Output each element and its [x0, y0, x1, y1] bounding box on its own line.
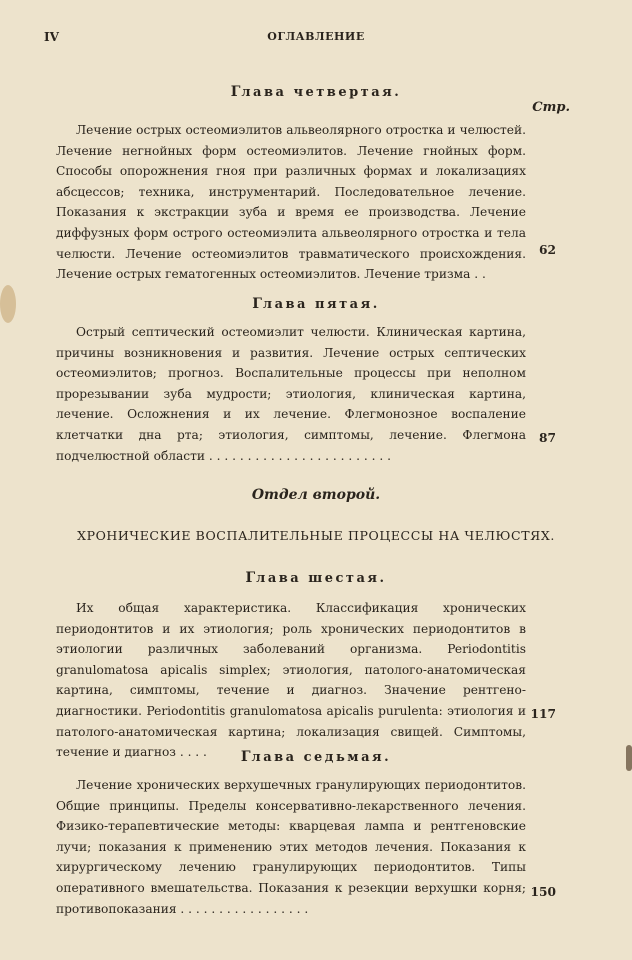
chapter-4-heading: Глава четвертая.	[230, 84, 402, 100]
section-title: Отдел второй.	[251, 487, 381, 503]
chapter-4-page: 62	[539, 243, 556, 257]
chapter-5-contents: Острый септический остеомиэлит челюсти. Клиническая картина, причины возникновения и развития. Лечение острых септических остеомиэлитов; прогноз. Воспалительные процессы при неполном прорезывании зуба мудрости; этиология, клиническая картина, лечение. Осложнения и их лечение. Флегмонозное воспаление клетчатки дна рта; этиология, симптомы, лечение. Флегмона подчелюстной области . . . . . . . . . . . . . . . . . . . . . . . .	[56, 325, 526, 463]
running-header	[44, 30, 588, 48]
running-title: ОГЛАВЛЕНИЕ	[267, 30, 365, 43]
chapter-6-page: 117	[530, 707, 556, 721]
section-subtitle: ХРОНИЧЕСКИЕ ВОСПАЛИТЕЛЬНЫЕ ПРОЦЕССЫ НА ЧЕЛЮСТЯХ.	[77, 528, 555, 543]
page-number: IV	[44, 30, 59, 44]
chapter-5-page: 87	[539, 431, 556, 445]
chapter-7-contents: Лечение хронических верхушечных гранулирующих периодонтитов. Общие принципы. Пределы консервативно-лекарственного лечения. Физико-терапевтические методы: кварцевая лампа и рентгеновские лучи; показания к применению этих методов лечения. Показания к хирургическому лечению гранулирующих периодонтитов. Типы оперативного вмешательства. Показания к резекции верхушки корня; противопоказания . . . . . . . . . . . . . . . . .	[56, 778, 526, 916]
chapter-5-heading: Глава пятая.	[252, 296, 380, 312]
chapter-7-heading: Глава седьмая.	[240, 749, 392, 765]
chapter-7-page: 150	[530, 885, 556, 899]
chapter-6-contents: Их общая характеристика. Классификация хронических периодонтитов и их этиология; роль хронических периодонтитов в этиологии различных заболеваний организма. Periodontitis granulomatosa apicalis simplex; этиология, патолого-анатомическая картина, симптомы, течение и диагноз. Значение рентгено-диагностики. Periodontitis granulomatosa apicalis purulenta: этиология и патолого-анатомическая картина; локализация свищей. Симптомы, течение и диагноз . . . .	[56, 601, 526, 760]
chapter-6-heading: Глава шестая.	[245, 570, 387, 586]
page-column-label: Стр.	[532, 100, 570, 115]
chapter-4-contents: Лечение острых остеомиэлитов альвеолярного отростка и челюстей. Лечение негнойных форм остеомиэлитов. Лечение гнойных форм. Способы опорожнения гноя при различных формах и локализациях абсцессов; техника, инструментарий. Последовательное лечение. Показания к экстракции зуба и время ее производства. Лечение диффузных форм острого остеомиэлита альвеолярного отростка и тела челюсти. Лечение остеомиэлитов травматического происхождения. Лечение острых гематогенных остеомиэлитов. Лечение тризма . .	[56, 123, 526, 282]
